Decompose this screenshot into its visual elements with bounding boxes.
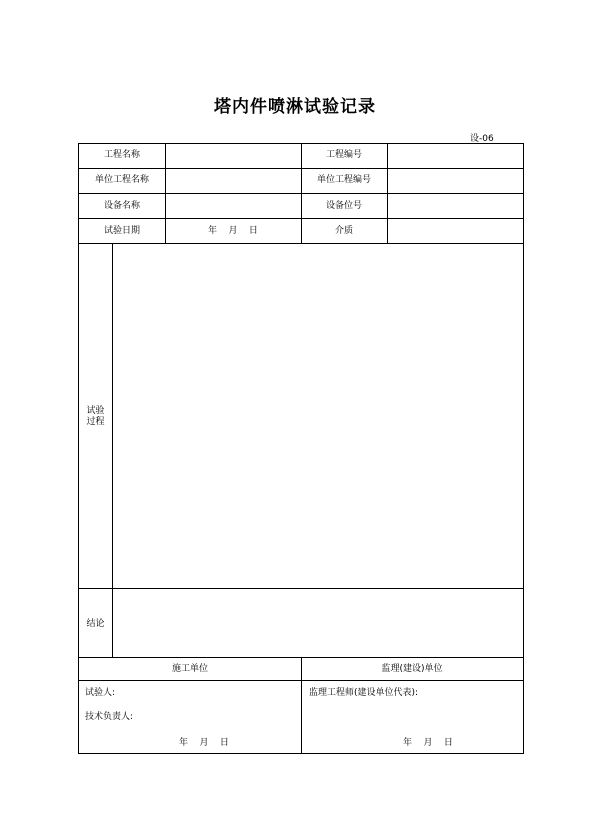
equipment-name-field[interactable] <box>166 195 300 217</box>
test-date-value[interactable]: 年 月 日 <box>208 226 258 236</box>
process-label <box>79 406 112 428</box>
conclusion-field[interactable] <box>113 590 522 656</box>
equipment-position-field[interactable] <box>388 195 522 217</box>
unit-project-name-label: 单位工程名称 <box>94 175 149 185</box>
tester-label: 试验人: <box>85 688 116 698</box>
supervision-unit-label: 监理(建设)单位 <box>381 664 443 674</box>
process-label-line1: 试验 <box>86 406 105 416</box>
medium-field[interactable] <box>388 220 522 242</box>
record-form <box>78 143 524 754</box>
date-left[interactable]: 年 月 日 <box>179 738 229 748</box>
construction-unit-label: 施工单位 <box>171 664 208 674</box>
equipment-name-label: 设备名称 <box>103 201 140 211</box>
unit-project-no-label: 单位工程编号 <box>316 175 371 185</box>
medium-label: 介质 <box>334 226 353 236</box>
date-right[interactable]: 年 月 日 <box>403 738 453 748</box>
conclusion-label: 结论 <box>86 619 105 629</box>
tech-lead-label: 技术负责人: <box>85 712 134 722</box>
page-title: 塔内件喷淋试验记录 <box>214 97 376 117</box>
project-name-field[interactable] <box>166 145 300 167</box>
equipment-position-label: 设备位号 <box>325 201 362 211</box>
form-code: 设-06 <box>470 134 494 144</box>
row-divider <box>79 588 523 589</box>
process-label-line2: 过程 <box>86 417 105 427</box>
project-no-label: 工程编号 <box>325 150 362 160</box>
project-no-field[interactable] <box>388 145 522 167</box>
unit-project-no-field[interactable] <box>388 170 522 192</box>
process-field[interactable] <box>113 245 522 587</box>
test-date-label: 试验日期 <box>103 226 140 236</box>
unit-project-name-field[interactable] <box>166 170 300 192</box>
project-name-label: 工程名称 <box>103 150 140 160</box>
supervisor-label: 监理工程师(建设单位代表): <box>309 688 419 698</box>
